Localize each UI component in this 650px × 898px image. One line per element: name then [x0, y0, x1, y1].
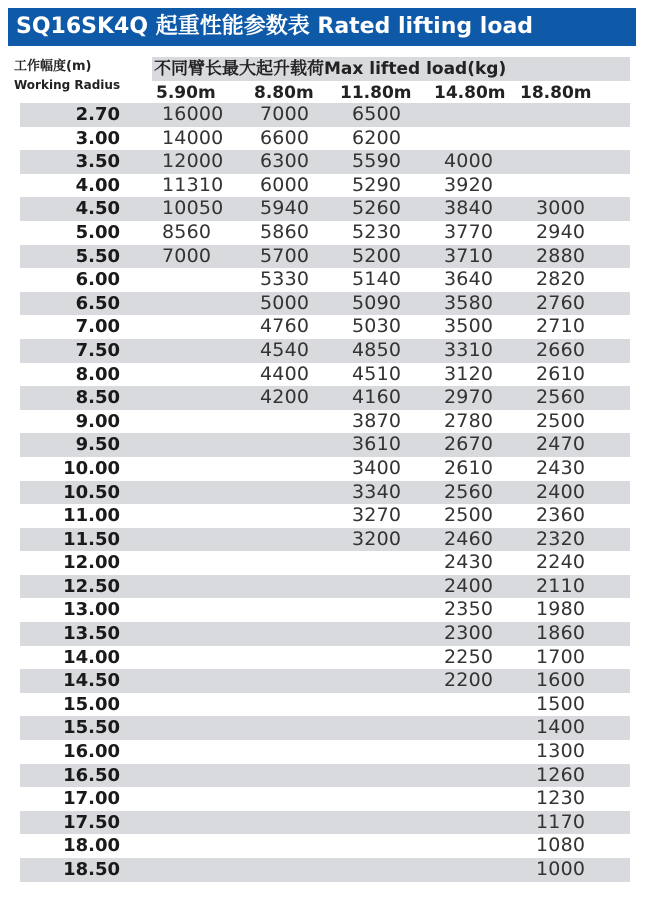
- table-row: [20, 764, 630, 788]
- load-cell: 5700: [260, 244, 310, 267]
- load-cell: 2710: [536, 315, 586, 338]
- load-cell: 2970: [444, 386, 494, 409]
- table-row: [20, 811, 630, 835]
- load-cell: 3870: [352, 409, 402, 432]
- load-cell: 3610: [352, 433, 402, 456]
- load-cell: 2880: [536, 244, 586, 267]
- boom-length-header: 5.90m: [156, 83, 216, 103]
- radius-cell: 4.50: [75, 198, 120, 220]
- radius-cell: 17.00: [63, 788, 120, 810]
- load-cell: 5290: [352, 173, 402, 196]
- radius-cell: 2.70: [75, 104, 120, 125]
- load-cell: 2610: [444, 456, 494, 479]
- table-row: [20, 315, 630, 339]
- load-cell: 4000: [444, 150, 494, 173]
- load-cell: 3770: [444, 220, 494, 243]
- radius-cell: 12.00: [63, 552, 120, 574]
- radius-cell: 17.50: [63, 811, 120, 833]
- table-row: [20, 481, 630, 505]
- load-cell: 3710: [444, 244, 494, 267]
- load-cell: 2780: [444, 409, 494, 432]
- load-cell: 6200: [352, 126, 402, 149]
- load-cell: 8560: [162, 220, 212, 243]
- boom-length-header-row: [152, 82, 630, 104]
- load-cell: 5140: [352, 268, 402, 291]
- load-cell: 6300: [260, 150, 310, 173]
- load-cell: 4510: [352, 362, 402, 385]
- radius-cell: 5.50: [75, 245, 120, 267]
- load-cell: 1500: [536, 692, 586, 715]
- load-cell: 3340: [352, 480, 402, 503]
- radius-cell: 10.50: [63, 481, 120, 503]
- radius-cell: 15.00: [63, 693, 120, 715]
- boom-length-header: 8.80m: [254, 83, 314, 103]
- load-cell: 2500: [444, 504, 494, 527]
- radius-cell: 5.00: [75, 221, 120, 243]
- table-row: [20, 787, 630, 811]
- table-row: [20, 174, 630, 198]
- load-cell: 2470: [536, 433, 586, 456]
- load-cell: 4850: [352, 338, 402, 361]
- load-cell: 1700: [536, 645, 586, 668]
- load-cell: 3120: [444, 362, 494, 385]
- load-cell: 2240: [536, 551, 586, 574]
- load-cell: 2320: [536, 527, 586, 550]
- load-cell: 1600: [536, 669, 586, 692]
- load-cell: 2400: [536, 480, 586, 503]
- table-row: [20, 504, 630, 528]
- table-row: [20, 693, 630, 717]
- radius-header: [14, 58, 144, 94]
- table-row: [20, 268, 630, 292]
- load-cell: 5590: [352, 150, 402, 173]
- radius-cell: 3.00: [75, 127, 120, 149]
- table-row: [20, 669, 630, 693]
- load-cell: 3200: [352, 527, 402, 550]
- radius-cell: 16.00: [63, 741, 120, 763]
- table-row: [20, 386, 630, 410]
- radius-cell: 14.50: [63, 670, 120, 692]
- table-row: [20, 197, 630, 221]
- load-cell: 2430: [444, 551, 494, 574]
- radius-cell: 7.50: [75, 339, 120, 361]
- radius-cell: 16.50: [63, 764, 120, 786]
- load-cell: 2760: [536, 291, 586, 314]
- load-cell: 12000: [162, 150, 224, 173]
- table-row: [20, 245, 630, 269]
- load-cell: 5940: [260, 197, 310, 220]
- radius-cell: 11.00: [63, 505, 120, 527]
- radius-cell: 6.50: [75, 292, 120, 314]
- radius-cell: 15.50: [63, 717, 120, 739]
- load-cell: 5090: [352, 291, 402, 314]
- load-cell: 1300: [536, 740, 586, 763]
- load-cell: 4760: [260, 315, 310, 338]
- radius-cell: 11.50: [63, 528, 120, 550]
- load-cell: 2460: [444, 527, 494, 550]
- load-cell: 3920: [444, 173, 494, 196]
- table-row: [20, 433, 630, 457]
- load-cell: 2400: [444, 574, 494, 597]
- radius-label-en: Working Radius: [14, 78, 121, 92]
- table-row: [20, 457, 630, 481]
- load-cell: 1860: [536, 622, 586, 645]
- table-row: [20, 858, 630, 882]
- radius-cell: 3.50: [75, 151, 120, 173]
- load-cell: 1980: [536, 598, 586, 621]
- load-cell: 5030: [352, 315, 402, 338]
- load-cell: 2560: [444, 480, 494, 503]
- radius-cell: 13.00: [63, 599, 120, 621]
- load-cell: 4400: [260, 362, 310, 385]
- radius-cell: 18.00: [63, 835, 120, 857]
- load-cell: 6500: [352, 103, 402, 125]
- load-cell: 4540: [260, 338, 310, 361]
- table-row: [20, 834, 630, 858]
- load-cell: 2350: [444, 598, 494, 621]
- load-cell: 3270: [352, 504, 402, 527]
- load-cell: 1230: [536, 787, 586, 810]
- load-cell: 3500: [444, 315, 494, 338]
- load-cell: 5330: [260, 268, 310, 291]
- load-cell: 1400: [536, 716, 586, 739]
- table-row: [20, 127, 630, 151]
- load-cell: 7000: [260, 103, 310, 125]
- table-row: [20, 716, 630, 740]
- load-cell: 2300: [444, 622, 494, 645]
- load-cell: 3840: [444, 197, 494, 220]
- load-header: 不同臂长最大起升载荷Max lifted load(kg): [152, 57, 630, 81]
- load-cell: 14000: [162, 126, 224, 149]
- load-cell: 2820: [536, 268, 586, 291]
- load-cell: 3400: [352, 456, 402, 479]
- load-cell: 2560: [536, 386, 586, 409]
- radius-cell: 6.00: [75, 269, 120, 291]
- radius-cell: 14.00: [63, 646, 120, 668]
- load-cell: 3640: [444, 268, 494, 291]
- radius-cell: 9.50: [75, 434, 120, 456]
- load-cell: 5000: [260, 291, 310, 314]
- load-cell: 1000: [536, 858, 586, 880]
- table-row: [20, 551, 630, 575]
- load-cell: 1260: [536, 763, 586, 786]
- load-cell: 4160: [352, 386, 402, 409]
- load-cell: 2200: [444, 669, 494, 692]
- load-cell: 2610: [536, 362, 586, 385]
- table-row: [20, 221, 630, 245]
- radius-cell: 10.00: [63, 457, 120, 479]
- load-cell: 5200: [352, 244, 402, 267]
- load-cell: 5230: [352, 220, 402, 243]
- load-cell: 4200: [260, 386, 310, 409]
- load-cell: 1080: [536, 834, 586, 857]
- table-row: [20, 103, 630, 127]
- load-cell: 5260: [352, 197, 402, 220]
- boom-length-header: 14.80m: [434, 83, 506, 103]
- load-cell: 16000: [162, 103, 224, 125]
- load-cell: 5860: [260, 220, 310, 243]
- load-cell: 11310: [162, 173, 224, 196]
- load-cell: 3310: [444, 338, 494, 361]
- radius-cell: 8.50: [75, 387, 120, 409]
- table-row: [20, 150, 630, 174]
- load-cell: 3000: [536, 197, 586, 220]
- load-cell: 2430: [536, 456, 586, 479]
- boom-length-header: 11.80m: [340, 83, 412, 103]
- load-cell: 7000: [162, 244, 212, 267]
- table-row: [20, 363, 630, 387]
- table-row: [20, 598, 630, 622]
- table-row: [20, 740, 630, 764]
- load-cell: 10050: [162, 197, 224, 220]
- load-cell: 6600: [260, 126, 310, 149]
- table-row: [20, 292, 630, 316]
- radius-cell: 18.50: [63, 859, 120, 880]
- load-cell: 2250: [444, 645, 494, 668]
- load-cell: 2110: [536, 574, 586, 597]
- load-cell: 3580: [444, 291, 494, 314]
- load-cell: 2500: [536, 409, 586, 432]
- load-cell: 2670: [444, 433, 494, 456]
- boom-length-header: 18.80m: [520, 83, 592, 103]
- radius-cell: 13.50: [63, 623, 120, 645]
- radius-cell: 12.50: [63, 575, 120, 597]
- table-row: [20, 339, 630, 363]
- table-row: [20, 528, 630, 552]
- table-row: [20, 622, 630, 646]
- radius-cell: 4.00: [75, 174, 120, 196]
- load-cell: 1170: [536, 810, 586, 833]
- radius-label-cn: 工作幅度(m): [14, 59, 92, 74]
- radius-cell: 8.00: [75, 363, 120, 385]
- table-title: SQ16SK4Q 起重性能参数表 Rated lifting load: [8, 8, 636, 46]
- radius-cell: 7.00: [75, 316, 120, 338]
- table-row: [20, 575, 630, 599]
- load-cell: 2660: [536, 338, 586, 361]
- radius-cell: 9.00: [75, 410, 120, 432]
- table-row: [20, 646, 630, 670]
- load-cell: 6000: [260, 173, 310, 196]
- load-cell: 2940: [536, 220, 586, 243]
- table-row: [20, 410, 630, 434]
- load-cell: 2360: [536, 504, 586, 527]
- load-table: [20, 103, 630, 882]
